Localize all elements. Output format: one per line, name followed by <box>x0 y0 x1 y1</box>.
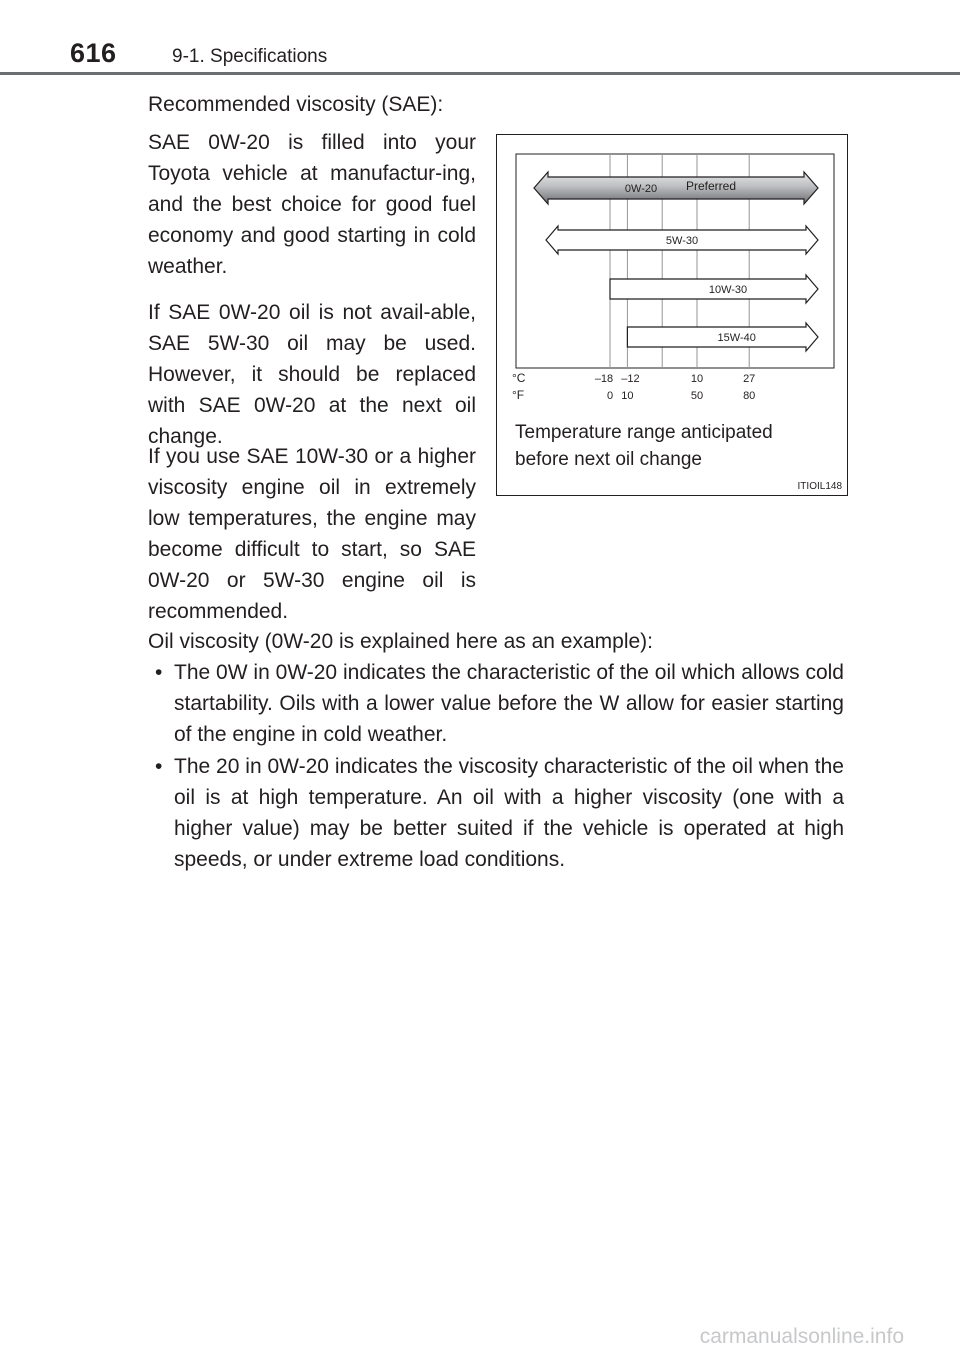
viscosity-temperature-chart <box>496 134 848 496</box>
tick-label-c: 27 <box>743 373 756 385</box>
page-number: 616 <box>70 38 117 68</box>
viscosity-explanation-list <box>148 657 844 876</box>
figure-id: ITIOIL148 <box>797 481 842 492</box>
header-divider <box>0 72 960 75</box>
oil-viscosity-intro: Oil viscosity (0W-20 is explained here as an example): <box>148 630 653 653</box>
caption-line-1: Temperature range anticipated <box>515 422 773 443</box>
range-bar-label: 10W-30 <box>708 284 748 296</box>
bullet-icon: • <box>155 661 163 684</box>
paragraph-alternative-oil: If SAE 0W-20 oil is not avail-able, SAE 5W-30 oil may be used. However, it should be replaced with SAE 0W-20 at the next oil change. <box>148 301 476 448</box>
caption-line-2: before next oil change <box>515 449 702 470</box>
unit-c-label: °C <box>512 371 526 385</box>
list-item <box>148 751 844 875</box>
bullet-icon: • <box>155 755 163 778</box>
tick-label-c: 10 <box>690 373 704 385</box>
tick-label-f: 50 <box>690 390 704 402</box>
range-bar-label: 15W-40 <box>717 332 756 344</box>
range-bar-label: 5W-30 <box>665 235 699 247</box>
bullet-text: The 20 in 0W-20 indicates the viscosity characteristic of the oil when the oil is at high temperature. An oil with a higher viscosity (one with a higher value) may be better suited if the vehicle is operated at high speeds, or under extreme load conditions. <box>174 755 844 871</box>
paragraph-cold-start: If you use SAE 10W-30 or a higher viscosity engine oil in extremely low temperatures, the engine may become difficult to start, so SAE 0W-20 or 5W-30 engine oil is recommended. <box>148 445 476 623</box>
unit-f-label: °F <box>512 388 525 402</box>
section-title: 9-1. Specifications <box>172 46 328 67</box>
preferred-label: Preferred <box>685 179 737 193</box>
tick-label-c: –18 <box>594 373 614 385</box>
viscosity-heading: Recommended viscosity (SAE): <box>148 93 444 116</box>
range-bar-label: 0W-20 <box>624 183 658 195</box>
bullet-text: The 0W in 0W-20 indicates the characteristic of the oil which allows cold startability. Oils with a lower value before the W allow for easier starting of the engine in cold weather. <box>174 661 844 746</box>
tick-label-c: –12 <box>621 373 640 385</box>
tick-label-f: 80 <box>743 390 756 402</box>
watermark: carmanualsonline.info <box>699 1325 904 1348</box>
paragraph-factory-fill: SAE 0W-20 is filled into your Toyota vehicle at manufactur-ing, and the best choice for good fuel economy and good starting in cold weather. <box>148 131 476 278</box>
tick-label-f: 0 <box>606 390 614 402</box>
range-bar-0w-20 <box>534 172 818 204</box>
tick-label-f: 10 <box>621 390 634 402</box>
list-item <box>148 657 844 750</box>
